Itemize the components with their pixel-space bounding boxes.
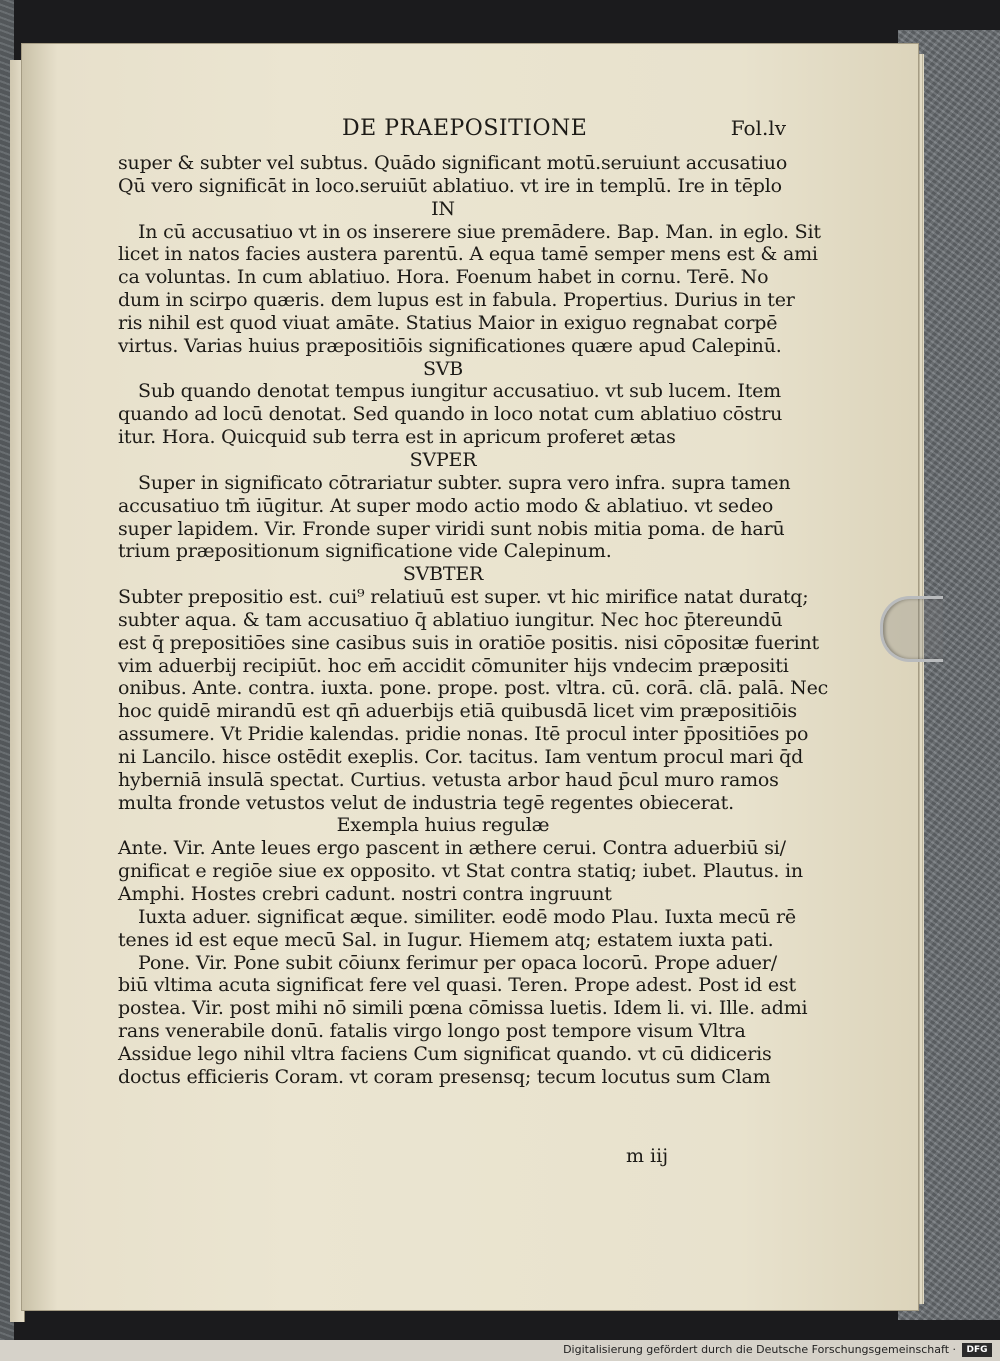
footer-bar [0, 1340, 1000, 1361]
book-clip [880, 596, 943, 662]
text-line: Qū vero significāt in loco.seruiūt ablatiuo. vt ire in templū. Ire in tēplo [118, 174, 782, 197]
text-line: trium præpositionum significatione vide Calepinum. [118, 540, 612, 563]
text-line: est q̄ prepositiōes sine casibus suis in oratiōe positis. nisi cōpositæ fuerint [118, 631, 819, 654]
running-head-title: DE PRAEPOSITIONE [342, 116, 588, 141]
text-line: tenes id est eque mecū Sal. in Iugur. Hiemem atq; estatem iuxta pati. [118, 928, 774, 951]
footer-credit: Digitalisierung gefördert durch die Deutsche Forschungsgemeinschaft · [563, 1343, 956, 1356]
text-line: super lapidem. Vir. Fronde super viridi sunt nobis mitia poma. de harū [118, 517, 785, 540]
text-line: Ante. Vir. Ante leues ergo pascent in æthere cerui. Contra aduerbiū si/ [118, 837, 786, 860]
text-line: hyberniā insulā spectat. Curtius. vetusta arbor haud p̄cul muro ramos [118, 768, 779, 791]
text-line: Super in significato cōtrariatur subter. supra vero infra. supra tamen [138, 471, 791, 494]
text-line: quando ad locū denotat. Sed quando in loco notat cum ablatiuo cōstru [118, 403, 783, 426]
text-line: ni Lancilo. hisce ostēdit exeplis. Cor. tacitus. Iam ventum procul mari q̄d [118, 745, 804, 768]
text-line: Iuxta aduer. significat æque. similiter. eodē modo Plau. Iuxta mecū rē [138, 905, 796, 928]
text-line: doctus efficieris Coram. vt coram presensq; tecum locutus sum Clam [118, 1065, 771, 1088]
text-line: gnificat e regiōe siue ex opposito. vt Stat contra statiq; iubet. Plautus. in [118, 860, 803, 883]
text-line: Assidue lego nihil vltra faciens Cum significat quando. vt cū didiceris [118, 1042, 772, 1065]
text-line: onibus. Ante. contra. iuxta. pone. prope. post. vltra. cū. corā. clā. palā. Nec [118, 677, 829, 700]
page-body-text [118, 152, 829, 1089]
text-line: accusatiuo tm̄ iūgitur. At super modo actio modo & ablatiuo. vt sedeo [118, 494, 774, 517]
text-line: itur. Hora. Quicquid sub terra est in apricum proferet ætas [118, 426, 676, 449]
signature-mark: m iij [626, 1145, 669, 1167]
sub-heading: Exempla huius regulæ [336, 814, 550, 837]
text-line: rans venerabile donū. fatalis virgo longo post tempore visum Vltra [118, 1020, 746, 1043]
section-heading: SVBTER [402, 563, 484, 586]
text-line: vim aduerbij recipiūt. hoc em̄ accidit cōmuniter hijs vndecim præpositi [118, 654, 789, 677]
folio-number: Fol.lv [730, 116, 786, 140]
section-heading: SVPER [409, 448, 477, 471]
running-head [118, 116, 798, 144]
text-line: Pone. Vir. Pone subit cōiunx ferimur per opaca locorū. Prope aduer/ [138, 951, 777, 974]
text-line: biū vltima acuta significat fere vel quasi. Teren. Prope adest. Post id est [118, 974, 796, 997]
text-line: postea. Vir. post mihi nō simili pœna cōmissa luetis. Idem li. vi. Ille. admi [118, 997, 808, 1020]
text-line: multa fronde vetustos velut de industria tegē regentes obiecerat. [118, 791, 734, 814]
text-line: Amphi. Hostes crebri cadunt. nostri contra ingruunt [118, 883, 612, 905]
text-line: ris nihil est quod viuat amāte. Statius Maior in exiguo regnabat corpē [118, 311, 778, 334]
section-heading: SVB [422, 357, 464, 380]
text-line: ca voluntas. In cum ablatiuo. Hora. Foenum habet in cornu. Terē. No [118, 266, 769, 289]
text-line: subter aqua. & tam accusatiuo q̄ ablatiuo iungitur. Nec hoc p̄tereundū [118, 608, 783, 631]
text-line: licet in natos facies austera parentū. A equa tamē semper mens est & ami [118, 243, 818, 266]
dfg-logo: DFG [962, 1343, 992, 1357]
text-line: super & subter vel subtus. Quādo significant motū.seruiunt accusatiuo [118, 152, 788, 174]
text-line: dum in scirpo quæris. dem lupus est in fabula. Propertius. Durius in ter [118, 289, 795, 312]
text-line: Subter prepositio est. cui⁹ relatiuū est super. vt hic mirifice natat duratq; [118, 586, 809, 609]
text-line: hoc quidē mirandū est qn̄ aduerbijs etiā quibusdā licet vim præpositiōis [118, 700, 797, 723]
section-heading: IN [431, 197, 455, 220]
text-line: assumere. Vt Pridie kalendas. pridie nonas. Itē procul inter p̄positiōes po [118, 723, 809, 746]
text-line: Sub quando denotat tempus iungitur accusatiuo. vt sub lucem. Item [138, 380, 782, 403]
text-line: virtus. Varias huius præpositiōis significationes quære apud Calepinū. [118, 334, 782, 357]
text-line: In cū accusatiuo vt in os inserere siue premādere. Bap. Man. in eglo. Sit [138, 220, 821, 243]
